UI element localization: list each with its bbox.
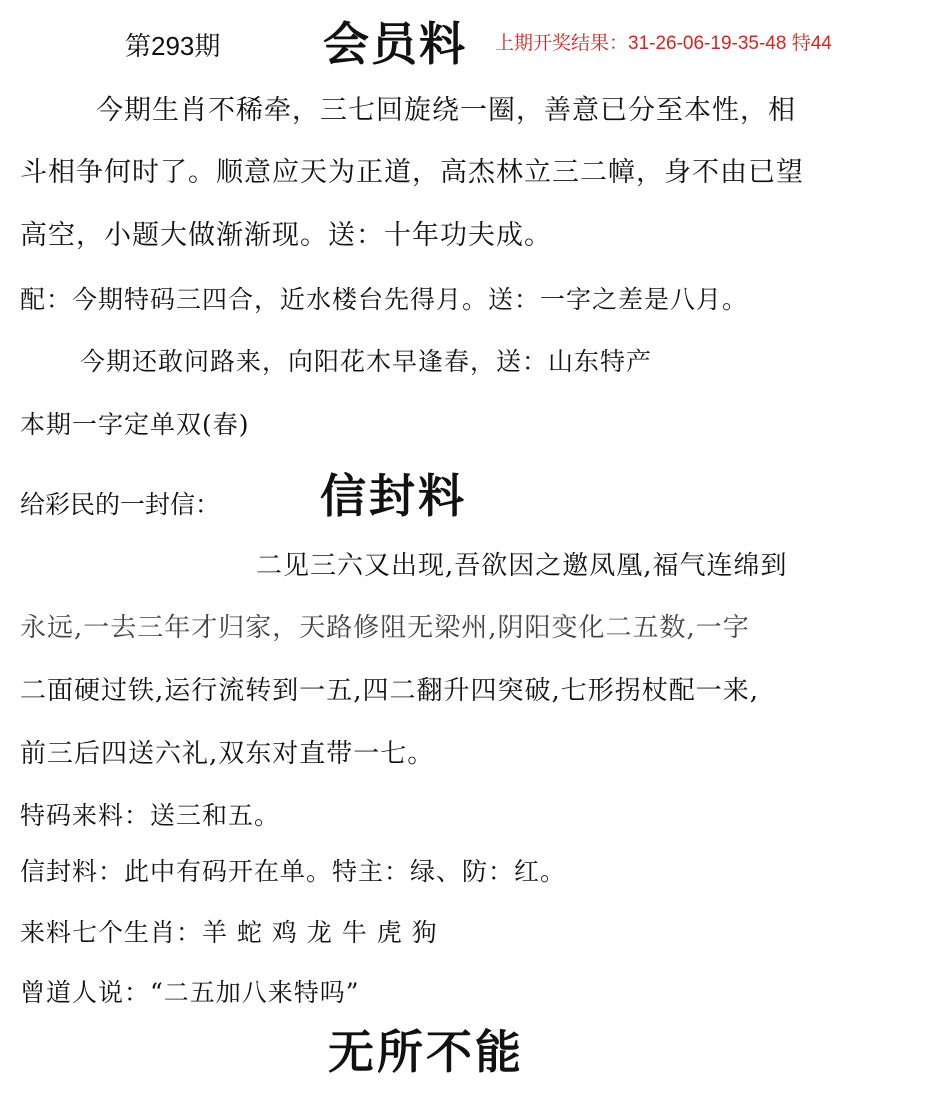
poem-line-2: 斗相争何时了。顺意应天为正道，高杰林立三二幛，身不由已望 <box>20 157 804 188</box>
footer-slogan: 无所不能 <box>328 1025 524 1079</box>
last-draw-result: 上期开奖结果：31-26-06-19-35-48 特44 <box>495 33 832 54</box>
pair-line: 配：今期特码三四合，近水楼台先得月。送：一字之差是八月。 <box>20 285 749 314</box>
letter-line-3: 二面硬过铁,运行流转到一五,四二翻升四突破,七形拐杖配一来, <box>20 676 760 706</box>
page-title: 会员料 <box>323 17 467 71</box>
poem-line-1: 今期生肖不稀牵，三七回旋绕一圈，善意已分至本性，相 <box>96 95 796 126</box>
zeng-says-line: 曾道人说：“二五加八来特吗” <box>20 978 360 1007</box>
poem-line-3: 高空，小题大做渐渐现。送：十年功夫成。 <box>20 220 552 251</box>
letter-line-1: 二见三六又出现,吾欲因之邀凤凰,福气连绵到 <box>256 551 788 581</box>
issue-number: 第293期 <box>125 31 221 61</box>
spring-line: 今期还敢问路来，向阳花木早逢春，送：山东特产 <box>80 347 653 376</box>
letter-title: 信封料 <box>320 469 467 523</box>
letter-line-4: 前三后四送六礼,双东对直带一七。 <box>20 739 435 769</box>
letter-line-2: 永远,一去三年才归家，天路修阻无梁州,阴阳变化二五数,一字 <box>20 613 750 643</box>
envelope-material-line: 信封料：此中有码开在单。特主：绿、防：红。 <box>20 857 567 886</box>
letter-label: 给彩民的一封信： <box>20 490 221 519</box>
special-material-line: 特码来料：送三和五。 <box>20 801 281 830</box>
seven-zodiacs-line: 来料七个生肖：羊 蛇 鸡 龙 牛 虎 狗 <box>20 918 438 947</box>
single-double-line: 本期一字定单双(春) <box>20 410 250 439</box>
